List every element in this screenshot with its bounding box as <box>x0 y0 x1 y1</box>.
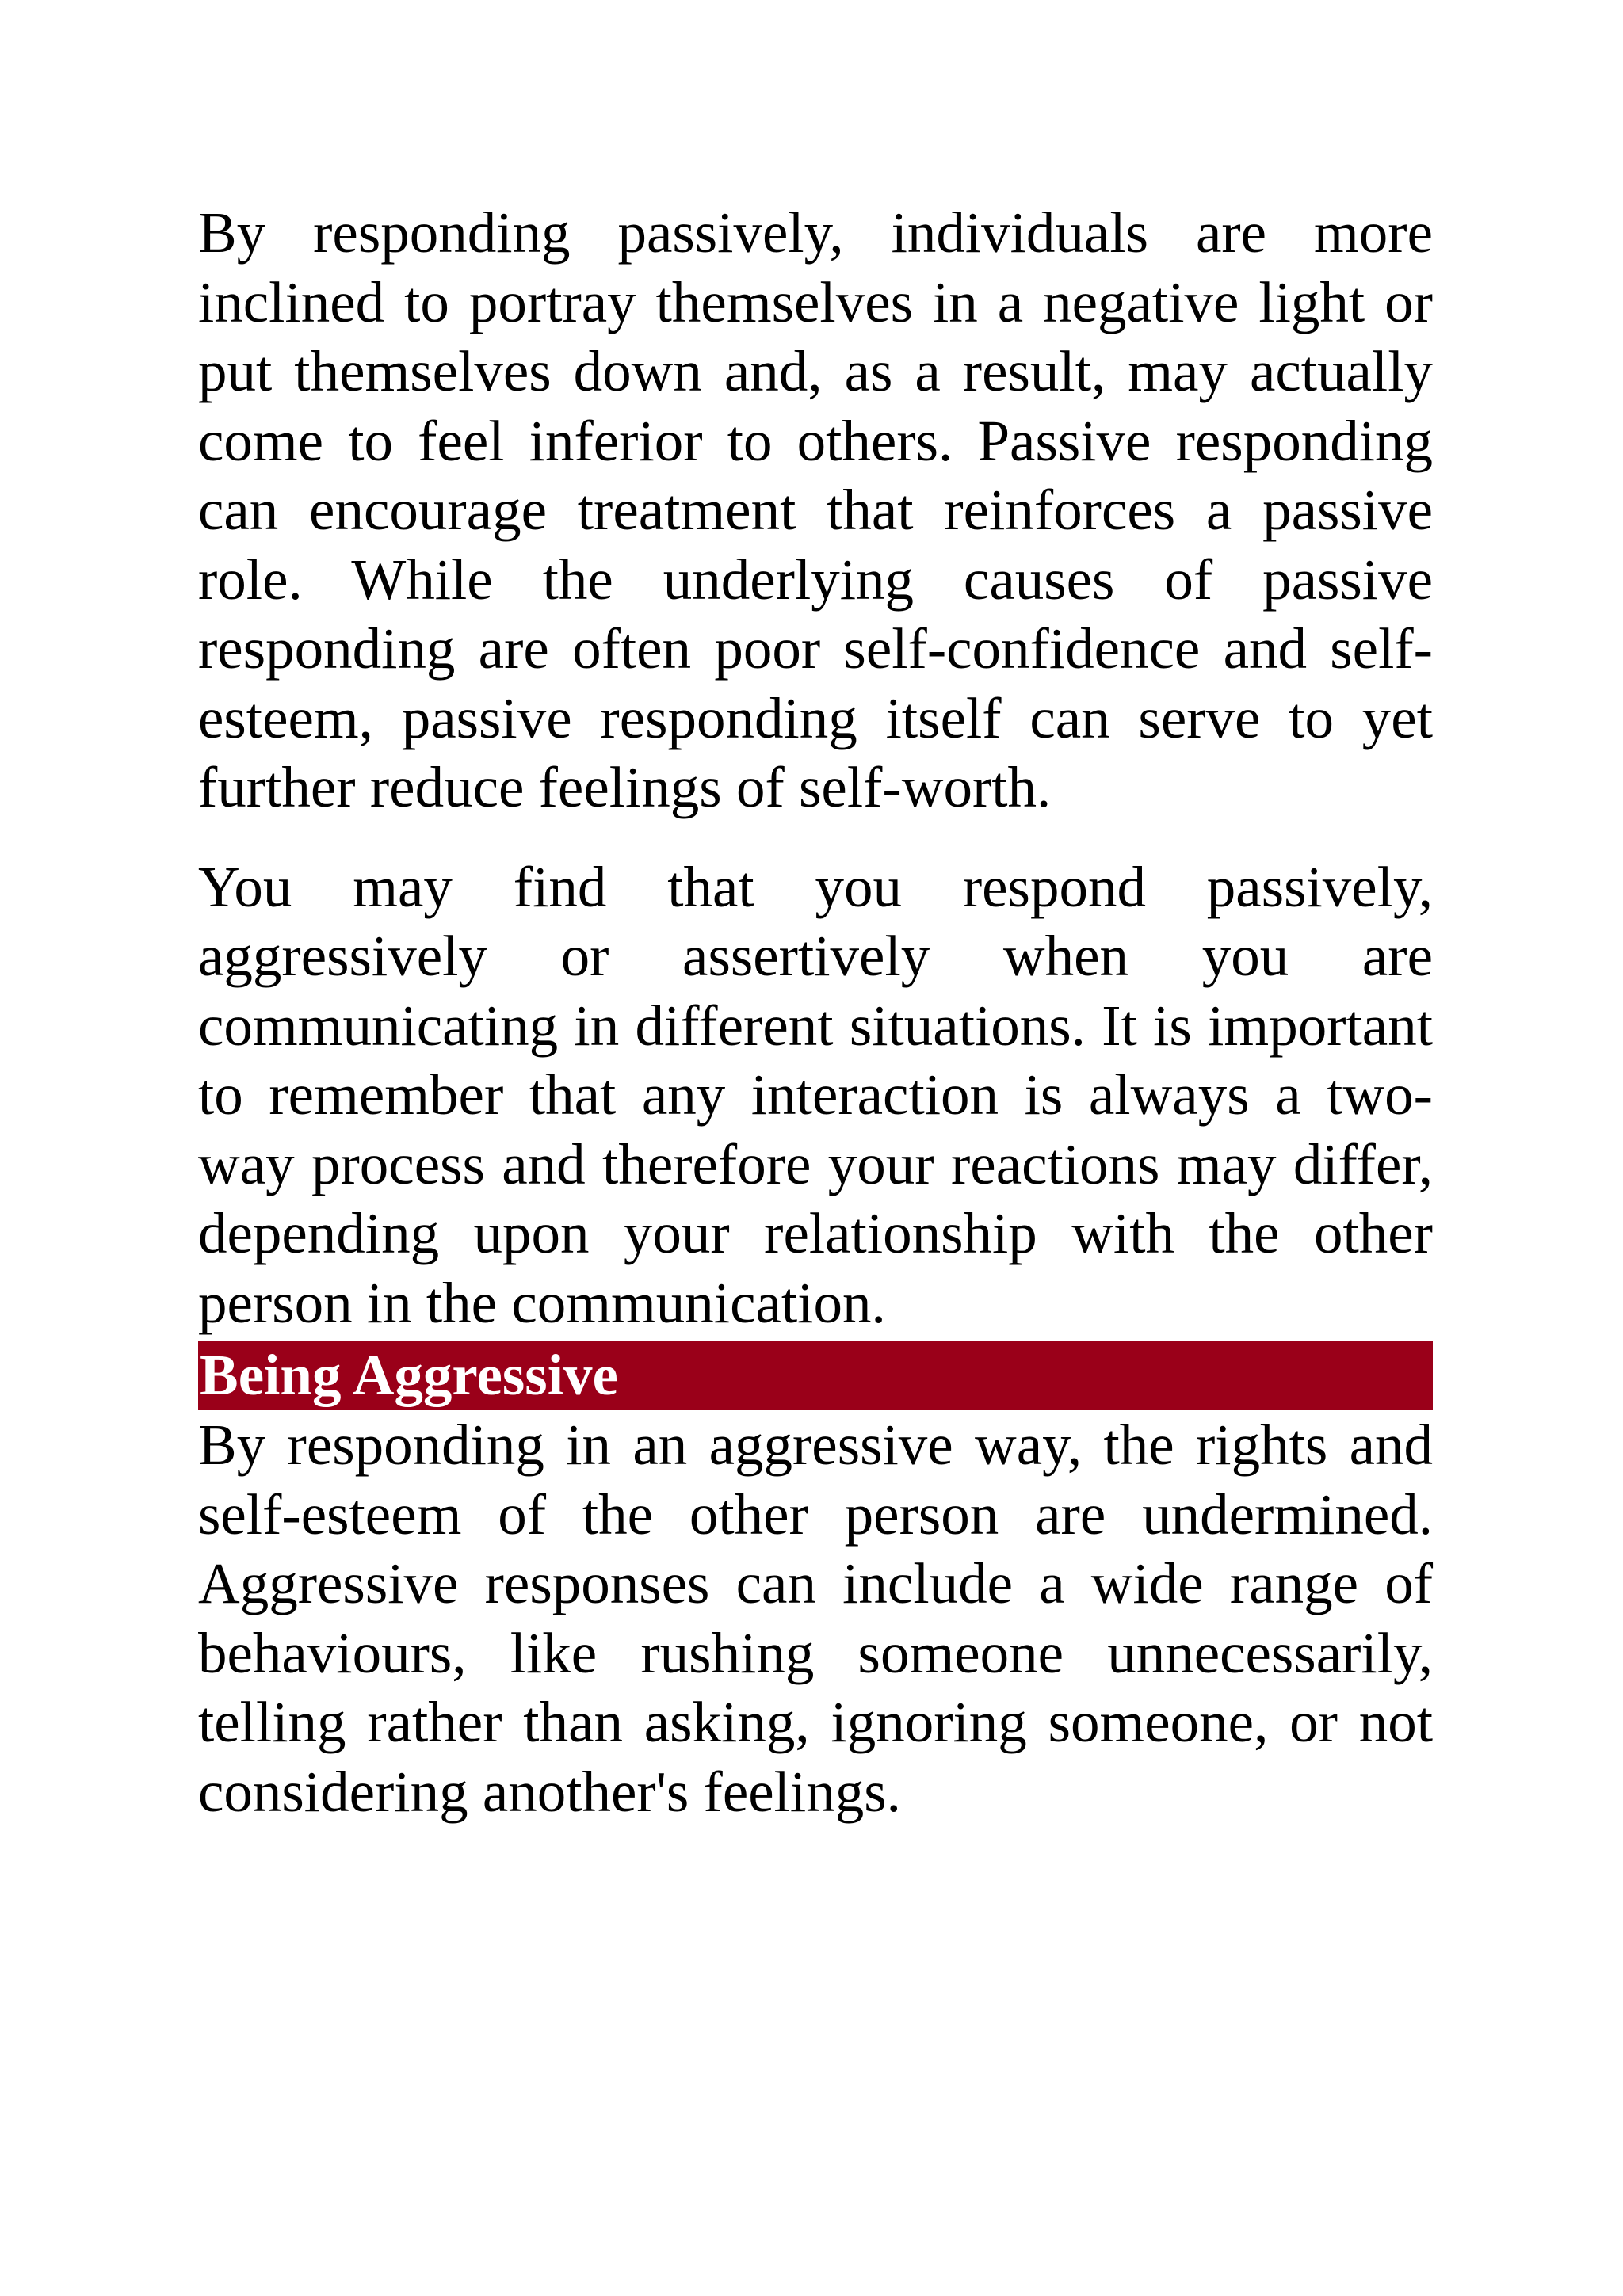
section-heading: Being Aggressive <box>200 1343 618 1407</box>
paragraph-being-aggressive: By responding in an aggressive way, the rights and self-esteem of the other person are undermined. Aggressive responses can include a wide range of behaviours, like rushing someone unnecessarily, telling rather than asking, ignoring someone, or not considering another's feelings. <box>198 1413 1433 1824</box>
section-heading-bar <box>198 1341 1433 1410</box>
paragraph-passive-responding: By responding passively, individuals are more inclined to portray themselves in a negative light or put themselves down and, as a result, may actually come to feel inferior to others. Passive responding can encourage treatment that reinforces a passive role. While the underlying causes of passive responding are often poor self-confidence and self-esteem, passive responding itself can serve to yet further reduce feelings of self-worth. <box>198 200 1433 819</box>
paragraph-communication-styles: You may find that you respond passively, aggressively or assertively when you are communicating in different situations. It is important to remember that any interaction is always a two-way process and therefore your reactions may differ, depending upon your relationship with the other person in the communication. <box>198 854 1433 1335</box>
document-page <box>198 198 1433 1826</box>
